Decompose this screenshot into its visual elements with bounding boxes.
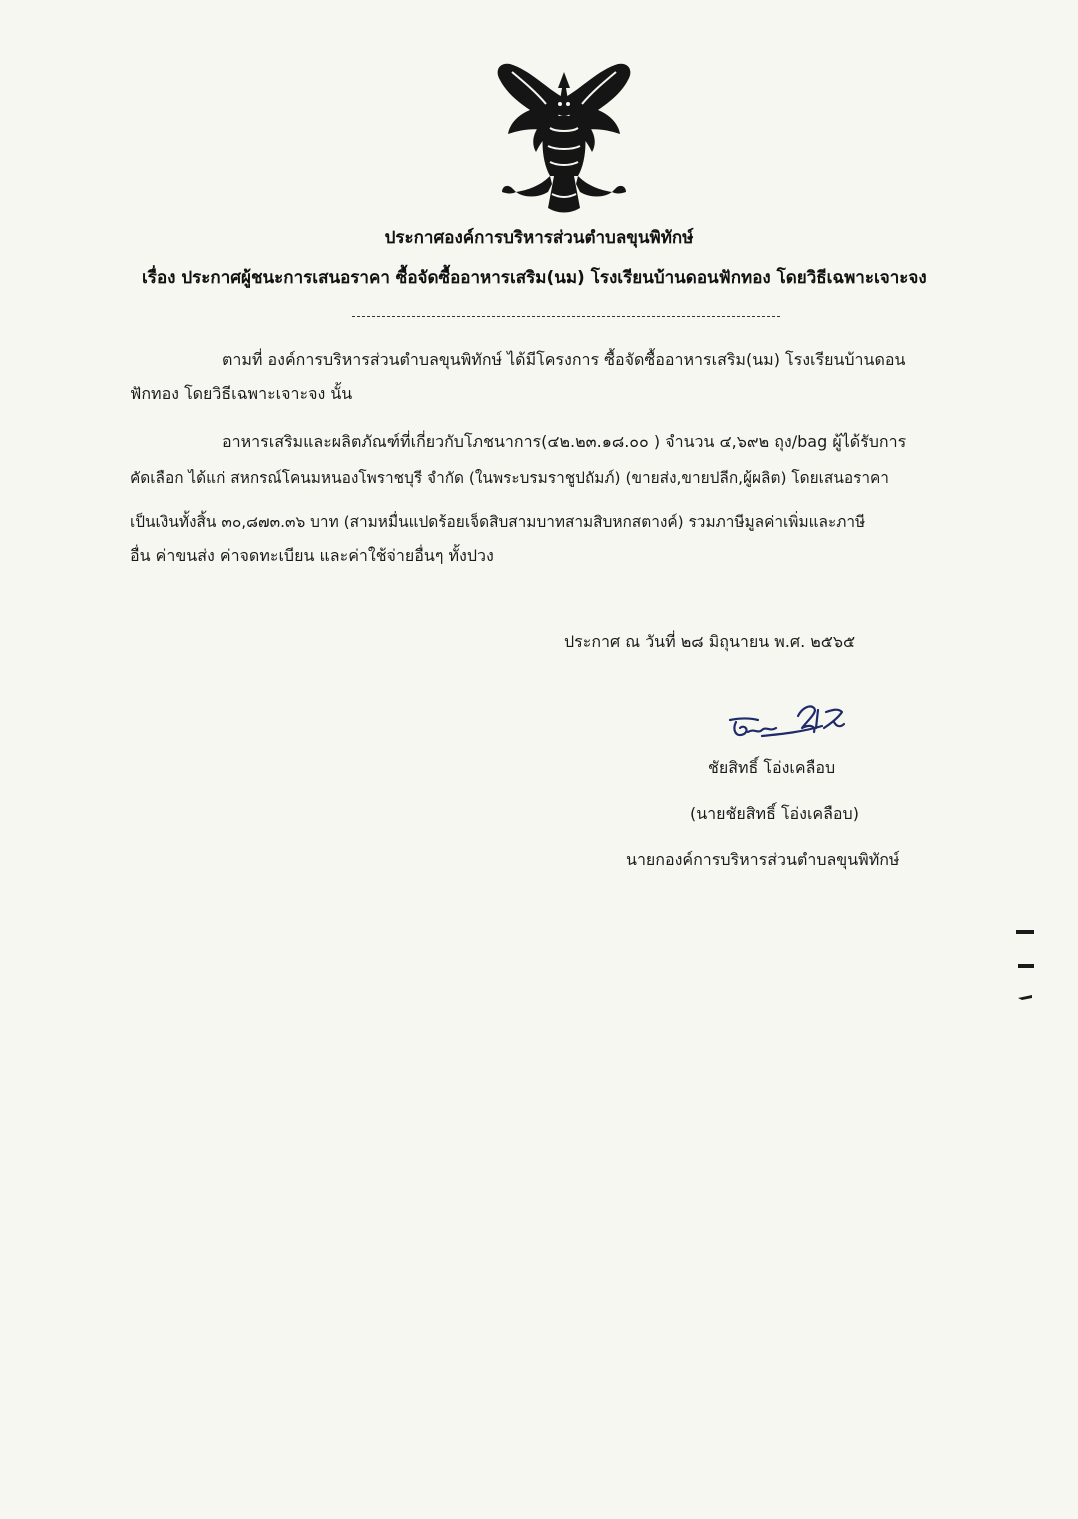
- signer-position: นายกองค์การบริหารส่วนตำบลขุนพิทักษ์: [626, 850, 900, 869]
- handwritten-signature: [722, 698, 852, 746]
- announcement-title: ประกาศองค์การบริหารส่วนตำบลขุนพิทักษ์: [384, 228, 694, 248]
- dashed-divider: [352, 316, 780, 317]
- paragraph-2-line-4: อื่น ค่าขนส่ง ค่าจดทะเบียน และค่าใช้จ่ายอื่นๆ ทั้งปวง: [130, 546, 494, 565]
- announcement-subject: เรื่อง ประกาศผู้ชนะการเสนอราคา ซื้อจัดซื้ออาหารเสริม(นม) โรงเรียนบ้านดอนฟักทอง โดยวิธีเฉพาะเจาะจง: [142, 268, 927, 288]
- edge-marks: [1014, 928, 1038, 1008]
- paragraph-2-line-1: อาหารเสริมและผลิตภัณฑ์ที่เกี่ยวกับโภชนาการ(๔๒.๒๓.๑๘.๐๐ ) จำนวน ๔,๖๙๒ ถุง/bag ผู้ได้รับการ: [222, 432, 907, 451]
- paragraph-1-line-1: ตามที่ องค์การบริหารส่วนตำบลขุนพิทักษ์ ได้มีโครงการ ซื้อจัดซื้ออาหารเสริม(นม) โรงเรียนบ้านดอน: [222, 350, 906, 369]
- garuda-emblem-icon: [490, 58, 638, 220]
- paragraph-2-line-3: เป็นเงินทั้งสิ้น ๓๐,๘๗๓.๓๖ บาท (สามหมื่นแปดร้อยเจ็ดสิบสามบาทสามสิบหกสตางค์) รวมภาษีมูลค่าเพิ่มและภาษี: [130, 513, 866, 531]
- paragraph-1-line-2: ฟักทอง โดยวิธีเฉพาะเจาะจง นั้น: [130, 384, 353, 403]
- paragraph-2-line-2: คัดเลือก ได้แก่ สหกรณ์โคนมหนองโพราชบุรี จำกัด (ในพระบรมราชูปถัมภ์) (ขายส่ง,ขายปลีก,ผู้ผลิต) โดยเสนอราคา: [130, 469, 889, 487]
- signer-full-name: (นายชัยสิทธิ์ โอ่งเคลือบ): [690, 804, 859, 823]
- announce-date: ประกาศ ณ วันที่ ๒๘ มิถุนายน พ.ศ. ๒๕๖๕: [564, 632, 856, 651]
- signer-name-typed: ชัยสิทธิ์ โอ่งเคลือบ: [708, 758, 836, 777]
